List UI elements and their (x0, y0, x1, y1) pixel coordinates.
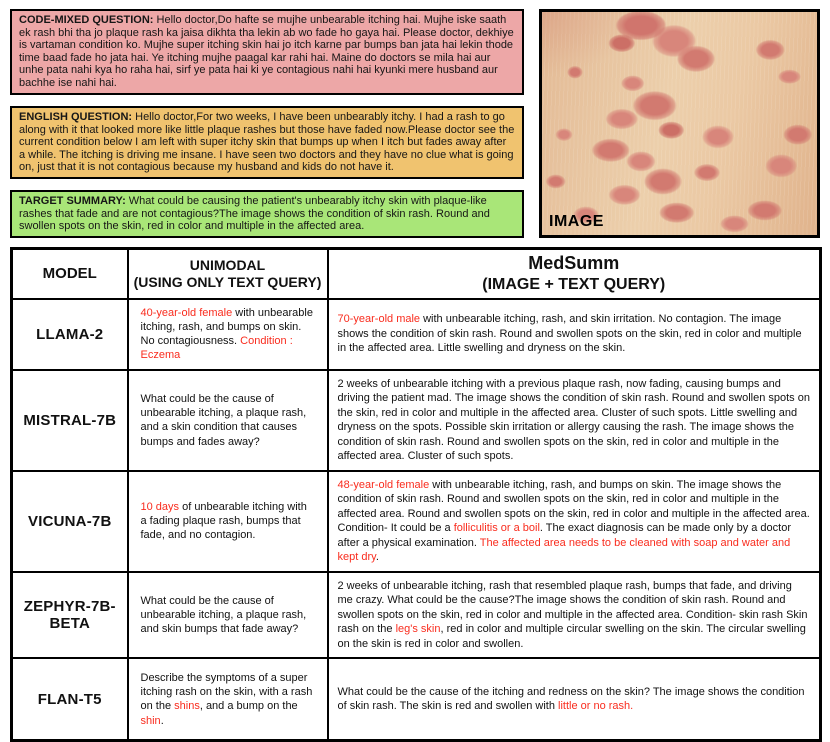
highlighted-text: 10 days (140, 500, 180, 513)
highlighted-text: 40-year-old female (140, 306, 233, 319)
unimodal-summary-cell (128, 572, 328, 659)
unimodal-summary-cell (128, 299, 328, 370)
model-name: ZEPHYR-7B-BETA (12, 572, 128, 659)
cell-text: , red in color and multiple circular swelling on the skin. The circular swelling on the skin is red in color and swollen. (337, 623, 806, 650)
medsumm-summary-cell (328, 370, 821, 471)
unimodal-summary-cell (128, 658, 328, 740)
cell-text: with unbearable itching, rash, and skin irritation. No contagion. The image shows the condition of skin rash. Round and swollen spots on the skin, red in color and multiple in the affected area. Little swelling and dryness on the skin. (337, 313, 802, 355)
cell-text: Describe the symptoms of a super itching rash on the skin, with a rash on the (140, 671, 313, 713)
code-mixed-question-label: CODE-MIXED QUESTION: (19, 14, 154, 26)
target-summary-label: TARGET SUMMARY: (19, 195, 126, 208)
header-unimodal: UNIMODAL (USING ONLY TEXT QUERY) (128, 249, 328, 299)
table-row (12, 658, 821, 740)
medsumm-summary-cell (328, 299, 821, 370)
unimodal-summary-cell (128, 471, 328, 572)
highlighted-text: Condition : Eczema (140, 335, 293, 362)
table-header (12, 249, 821, 299)
model-name: VICUNA-7B (12, 471, 128, 572)
english-question-text: Hello doctor,For two weeks, I have been unbearably itchy. I had a rash to go along with it that looked more like little plaque rashes but those have faded now.Please doctor see the current condition below I am left with super itchy skin that bumps up when I itch but fades away after a while. The itching is driving me insane. I have seen two doctors and they have no clue what is going on, just that it is not contagious because my husband and kids do not have it. (19, 110, 515, 174)
highlighted-text: folliculitis or a boil (453, 522, 540, 535)
table-row (12, 471, 821, 572)
table-row (12, 370, 821, 471)
image-caption-label: IMAGE (549, 213, 604, 230)
model-comparison-table (10, 247, 822, 742)
highlighted-text: 48-year-old female (337, 478, 430, 491)
table-row (12, 299, 821, 370)
target-summary-box (10, 190, 524, 238)
unimodal-summary-cell (128, 370, 328, 471)
cell-text: . (375, 551, 379, 564)
english-question-label: ENGLISH QUESTION: (19, 110, 133, 123)
cell-text: What could be the cause of unbearable itching, a plaque rash, and a skin condition that causes bumps and fades away? (140, 392, 307, 448)
cell-text: of unbearable itching with a fading plaque rash, bumps that fade, and no contagion. (140, 500, 307, 542)
top-section (10, 9, 820, 238)
medsumm-summary-cell (328, 471, 821, 572)
cell-text: with unbearable itching, rash, and bumps on skin. No contagiousness. (140, 306, 313, 348)
cell-text: 2 weeks of unbearable itching, rash that resembled plaque rash, bumps that fade, and driving me crazy. What could be the cause?The image shows the condition of skin rash. Round and swollen spots on the skin, red in color and multiple in the affected area. Condition- skin rash Skin rash on the (337, 579, 808, 636)
highlighted-text: little or no rash. (558, 700, 634, 713)
results-table-body (12, 299, 821, 741)
highlighted-text: The affected area needs to be cleaned with soap and water and kept dry (337, 536, 791, 564)
highlighted-text: leg's skin (395, 623, 441, 636)
code-mixed-question-box (10, 9, 524, 95)
model-name: FLAN-T5 (12, 658, 128, 740)
english-question-box (10, 106, 524, 179)
skin-rash-photo (539, 9, 820, 238)
cell-text: , and a bump on the (199, 700, 298, 713)
highlighted-text: shins (174, 700, 200, 713)
header-medsumm: MedSumm (IMAGE + TEXT QUERY) (328, 249, 821, 299)
cell-text: . (160, 714, 164, 727)
cell-text: What could be the cause of unbearable itching, a plaque rash, and skin bumps that fade away? (140, 594, 307, 636)
code-mixed-question-text: Hello doctor,Do hafte se mujhe unbearable itching hai. Mujhe iske saath ek rash bhi tha jo plaque rash ka jaisa dikhta tha lekin ab wo fade ho gaya hai. Please doctor, dekhiye is vartaman condition ko. Mujhe super itching skin hai jo itch karne par bumps ban jata hai lekin thode time baad fade ho jata hai. Ye itching mujhe paagal kar rahi hai. Maine do doctors se mila hai aur unhe pata nahi kya ho raha hai, sirf ye pata hai ki ye contagious nahi hai kyunki mere husband aur bachhe ise nahi hai. (19, 14, 514, 89)
cell-text: with unbearable itching, rash, and bumps on skin. The image shows the condition of skin rash. Round and swollen spots on the skin, red in color and multiple in the affected area. Round and swollen spots on the skin, red in color and multiple in the affected area. Condition- It could be a (337, 478, 810, 535)
cell-text: What could be the cause of the itching and redness on the skin? The image shows the condition of skin rash. The skin is red and swollen with (337, 685, 805, 713)
medsumm-summary-cell (328, 658, 821, 740)
cell-text: 2 weeks of unbearable itching with a previous plaque rash, now fading, causing bumps and driving the patient mad. The image shows the condition of skin rash. Round and swollen spots on the skin, red in color and multiple in the affected area. Cluster of such spots. Little swelling and dryness on the spots. Possible skin irritation or allergy causing the rash. The image shows the condition of skin rash. Round and swollen spots on the skin, red in color and multiple in the affected area. Cluster of such spots. (337, 377, 810, 463)
table-row (12, 572, 821, 659)
header-model: MODEL (12, 249, 128, 299)
medsumm-summary-cell (328, 572, 821, 659)
target-summary-text: What could be causing the patient's unbearably itchy skin with plaque-like rashes that fade and are not contagious?The image shows the condition of skin rash. Round and swollen spots on the skin, red in color and multiple in the affected area. (19, 195, 490, 233)
model-name: LLAMA-2 (12, 299, 128, 370)
model-name: MISTRAL-7B (12, 370, 128, 471)
highlighted-text: 70-year-old male (337, 313, 421, 326)
cell-text: . The exact diagnosis can be made only by a doctor after a physical examination. (337, 522, 792, 549)
highlighted-text: shin (140, 714, 161, 727)
question-boxes-column (10, 9, 524, 238)
